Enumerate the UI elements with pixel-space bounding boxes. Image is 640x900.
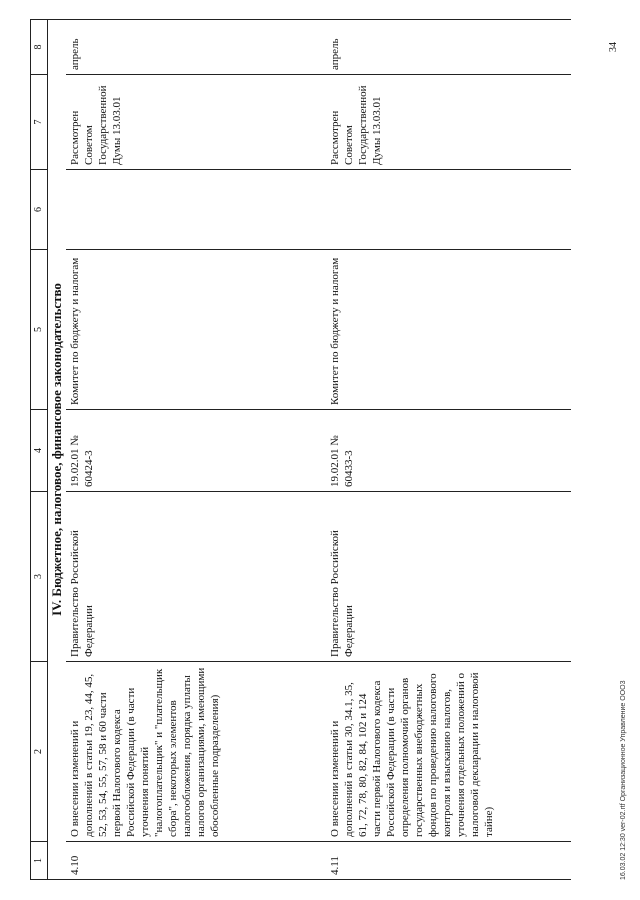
column-6-value [326,170,571,250]
table-row [66,20,326,880]
registration-date-number: 19.02.01 № 60433-3 [326,410,571,492]
column-number-row [31,20,48,880]
responsible-committee: Комитет по бюджету и налогам [66,250,326,410]
col-num-5: 5 [31,250,48,410]
status-note: Рассмотрен Советом Государственной Думы 13.03.01 [326,75,571,170]
planned-month: апрель [326,20,571,75]
col-num-3: 3 [31,492,48,662]
col-num-6: 6 [31,170,48,250]
row-number: 4.10 [66,842,326,880]
responsible-committee: Комитет по бюджету и налогам [326,250,571,410]
col-num-4: 4 [31,410,48,492]
col-num-1: 1 [31,842,48,880]
planned-month: апрель [66,20,326,75]
file-signature: 16.03.02 12:30 ver-02.rtf Организационное Управление ООО3 [620,680,627,880]
section-row [48,20,67,880]
page-number: 34 [608,42,619,52]
column-6-value [66,170,326,250]
registration-date-number: 19.02.01 № 60424-3 [66,410,326,492]
col-num-2: 2 [31,662,48,842]
col-num-8: 8 [31,20,48,75]
row-number: 4.11 [326,842,571,880]
bill-title: О внесении изменений и дополнений в статьи 19, 23, 44, 45, 52, 53, 54, 55, 57, 58 и 60 части первой Налогового кодекса Российской Федерации (в части уточнения понятий "налогоплательщик" и "плательщик сбора", некоторых элементов налогообложения, порядка уплаты налогов организациями, имеющими обособленные подразделения) [66,662,326,842]
table-row [326,20,571,880]
status-note: Рассмотрен Советом Государственной Думы 13.03.01 [66,75,326,170]
bill-author: Правительство Российской Федерации [326,492,571,662]
agenda-table [30,19,571,880]
col-num-7: 7 [31,75,48,170]
bill-title: О внесении изменений и дополнений в статьи 30, 34.1, 35, 61, 72, 78, 80, 82, 84, 102 и 124 части первой Налогового кодекса Российской Федерации (в части определения полномочий органов государственных внебюджетных фондов по проведению налогового контроля и взысканию налогов, уточнения отдельных положений о налоговой декларации и налоговой тайне) [326,662,571,842]
section-title: IV. Бюджетное, налоговое, финансовое законодательство [48,20,67,880]
bill-author: Правительство Российской Федерации [66,492,326,662]
